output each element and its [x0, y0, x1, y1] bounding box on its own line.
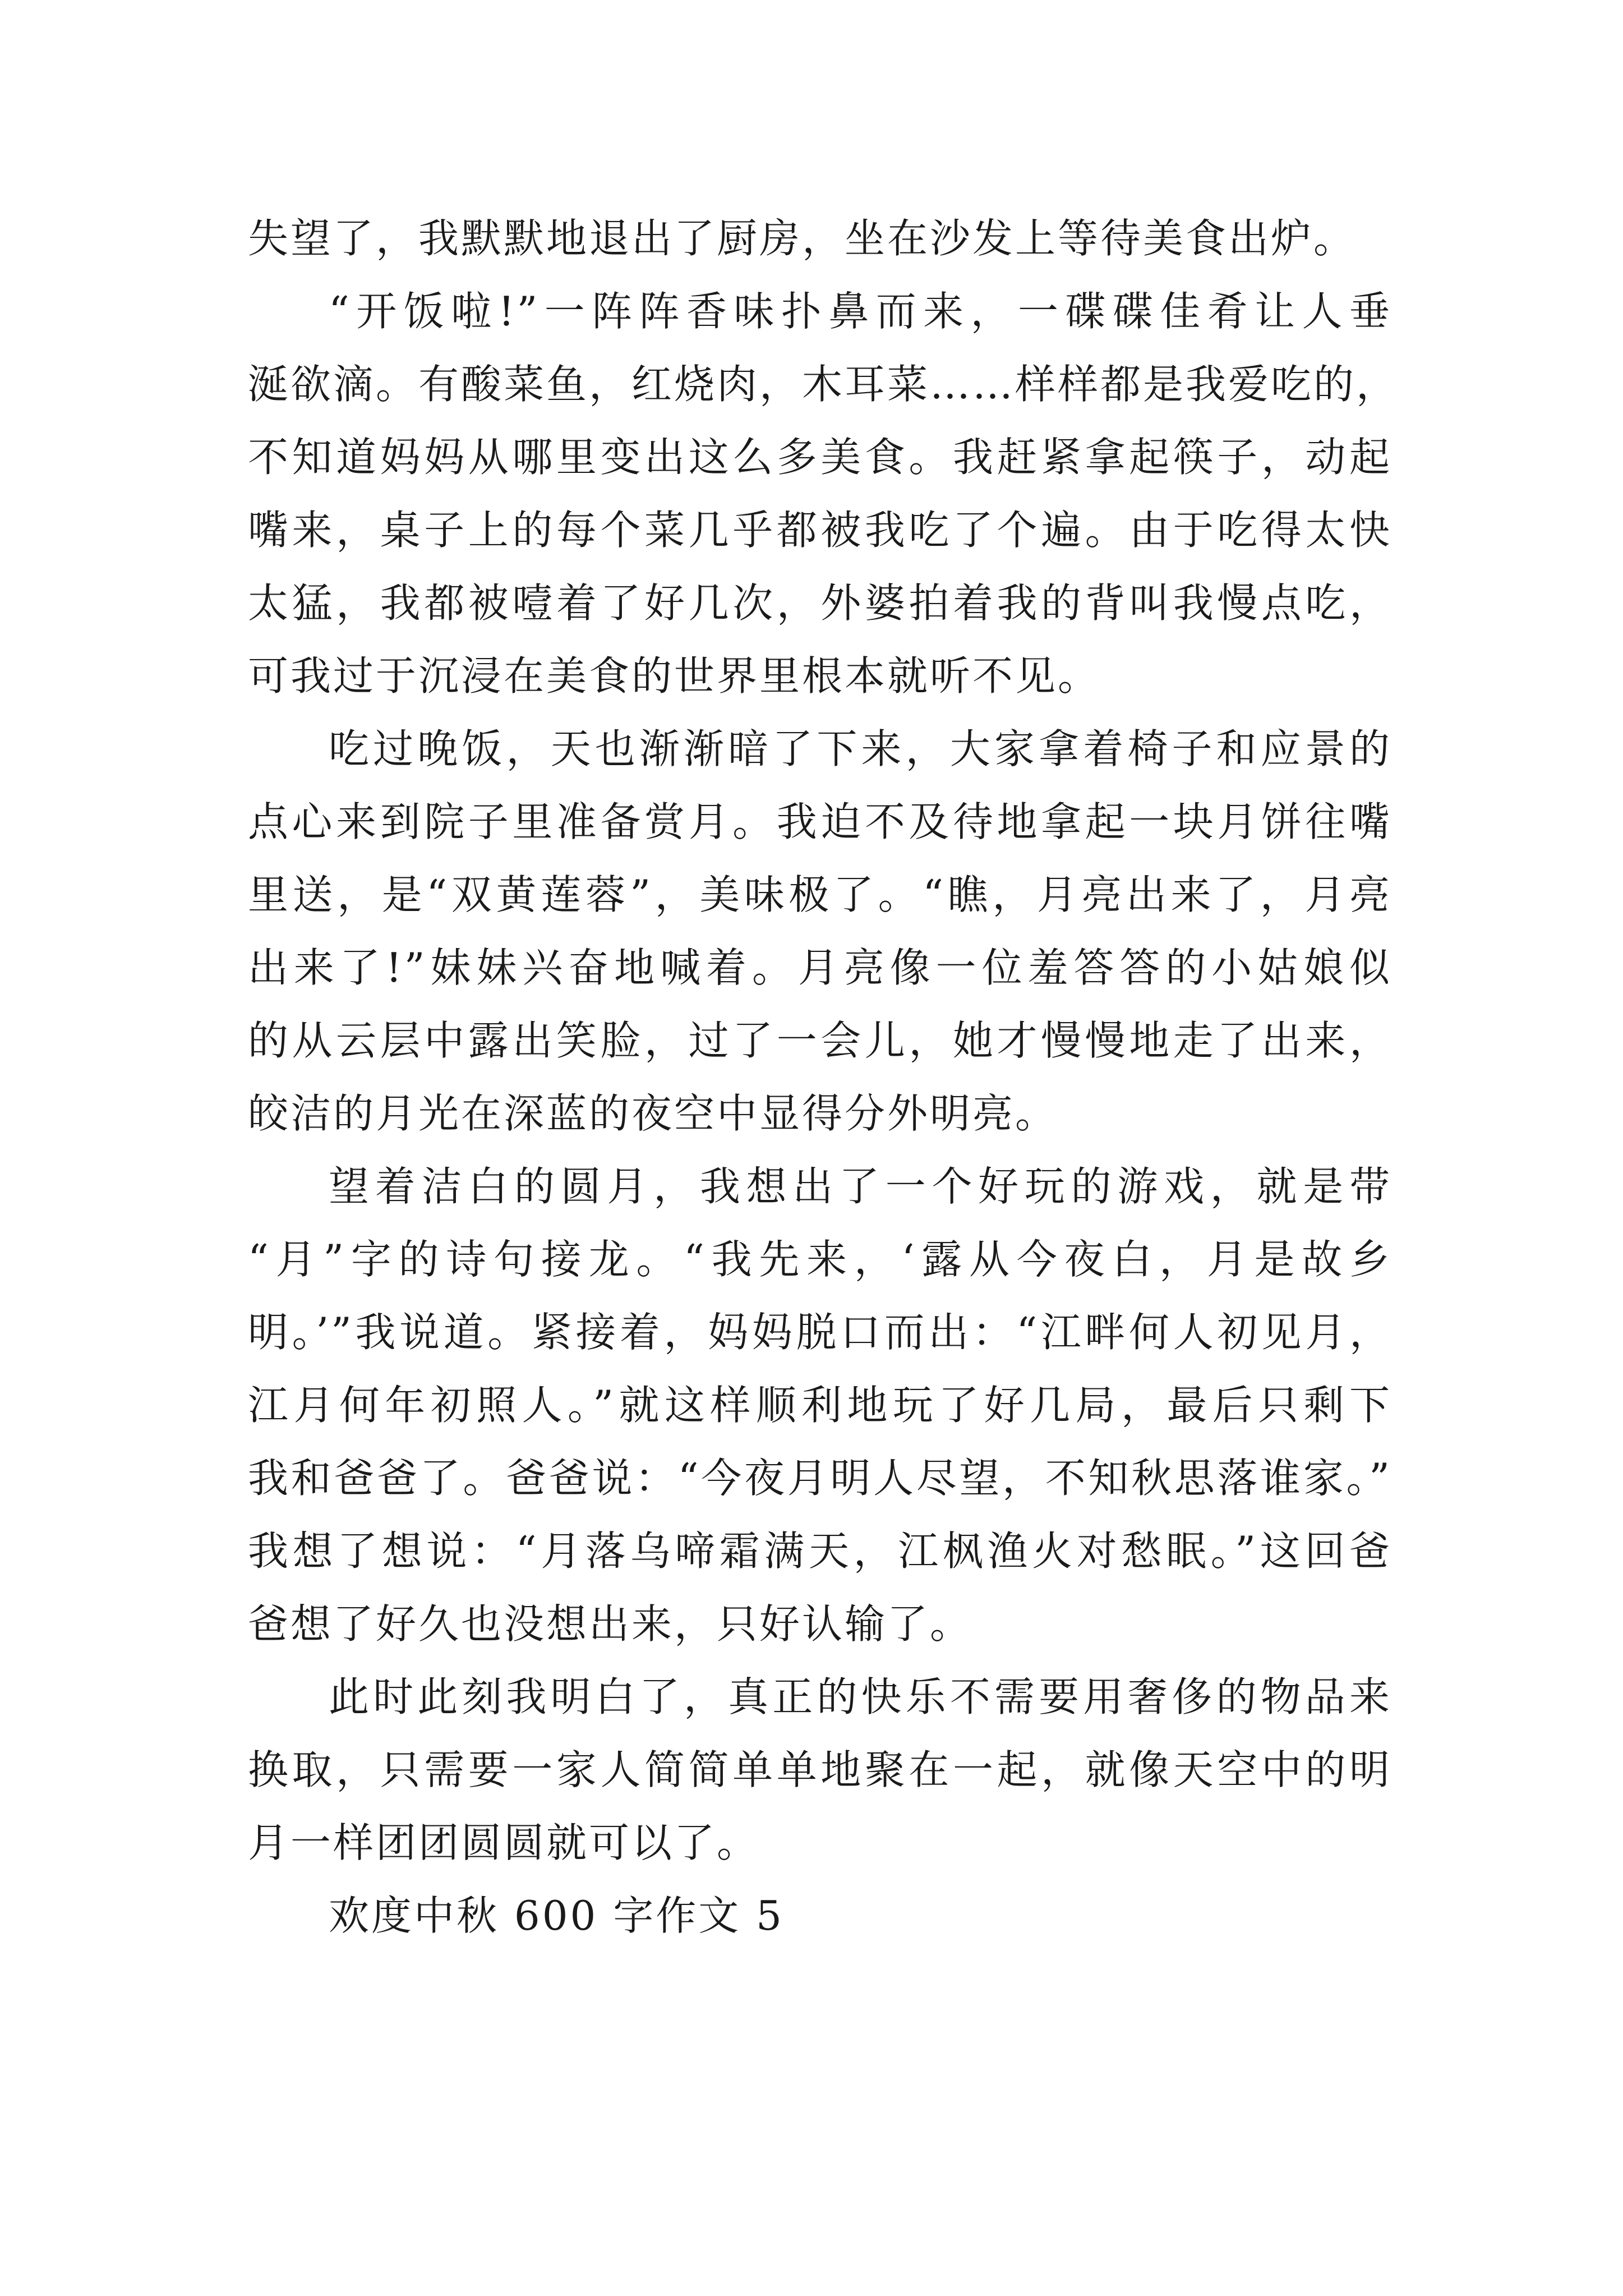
text-line: 月一样团团圆圆就可以了。 [248, 1819, 760, 1866]
text-line: 欢度中秋 600 字作文 5 [329, 1892, 784, 1939]
paragraph [248, 1660, 1392, 1879]
text-line: 江月何年初照人。”就这样顺利地玩了好几局，最后只剩下 [248, 1382, 1392, 1429]
text-line: 此时此刻我明白了，真正的快乐不需要用奢侈的物品来 [329, 1673, 1392, 1720]
paragraph [248, 1150, 1392, 1660]
text-line: 失望了，我默默地退出了厨房，坐在沙发上等待美食出炉。 [248, 215, 1357, 262]
text-line: 明。’”我说道。紧接着，妈妈脱口而出：“江畔何人初见月， [248, 1309, 1392, 1356]
text-line: 的从云层中露出笑脸，过了一会儿，她才慢慢地走了出来， [248, 1017, 1392, 1064]
text-line: 皎洁的月光在深蓝的夜空中显得分外明亮。 [248, 1090, 1058, 1137]
paragraph [248, 202, 1392, 275]
text-line: 出来了!”妹妹兴奋地喊着。月亮像一位羞答答的小姑娘似 [248, 944, 1392, 991]
paragraph [248, 712, 1392, 1150]
text-line: 我和爸爸了。爸爸说：“今夜月明人尽望，不知秋思落谁家。” [248, 1455, 1392, 1502]
text-line: 涎欲滴。有酸菜鱼，红烧肉，木耳菜……样样都是我爱吃的， [248, 361, 1399, 408]
text-line: 可我过于沉浸在美食的世界里根本就听不见。 [248, 652, 1101, 700]
text-line: 换取，只需要一家人简简单单地聚在一起，就像天空中的明 [248, 1746, 1392, 1793]
paragraph [248, 275, 1399, 712]
text-line: 不知道妈妈从哪里变出这么多美食。我赶紧拿起筷子，动起 [248, 434, 1392, 481]
text-line: 望着洁白的圆月，我想出了一个好玩的游戏，就是带 [329, 1163, 1392, 1210]
text-line: “开饭啦!”一阵阵香味扑鼻而来，一碟碟佳肴让人垂 [329, 288, 1392, 335]
text-line: 点心来到院子里准备赏月。我迫不及待地拿起一块月饼往嘴 [248, 798, 1392, 845]
text-line: “月”字的诗句接龙。“我先来，‘露从今夜白，月是故乡 [248, 1236, 1392, 1283]
text-line: 太猛，我都被噎着了好几次，外婆拍着我的背叫我慢点吃， [248, 579, 1392, 627]
section-heading [248, 1879, 1392, 1952]
text-line: 嘴来，桌子上的每个菜几乎都被我吃了个遍。由于吃得太快 [248, 507, 1392, 554]
document-body [248, 202, 1399, 1952]
text-line: 里送，是“双黄莲蓉”，美味极了。“瞧，月亮出来了，月亮 [248, 871, 1392, 918]
text-line: 爸想了好久也没想出来，只好认输了。 [248, 1600, 973, 1648]
text-line: 我想了想说：“月落乌啼霜满天，江枫渔火对愁眠。”这回爸 [248, 1527, 1392, 1575]
text-line: 吃过晚饭，天也渐渐暗了下来，大家拿着椅子和应景的 [329, 725, 1392, 772]
